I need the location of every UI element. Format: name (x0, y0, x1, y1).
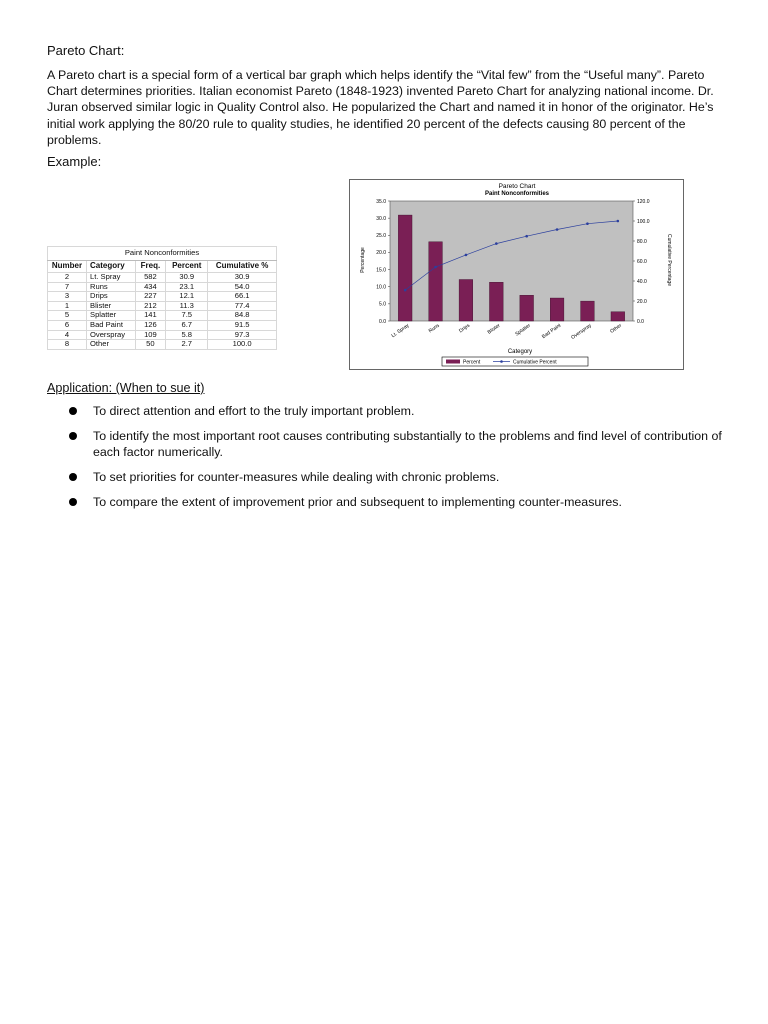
cumulative-point-5 (556, 228, 559, 231)
y-tick-label: 15.0 (376, 267, 386, 274)
bullet-item (67, 470, 727, 486)
cell-number: 4 (48, 330, 87, 340)
cumulative-point-4 (525, 235, 528, 238)
cumulative-point-7 (617, 220, 620, 223)
bar-1 (429, 242, 443, 321)
y-tick-label: 5.0 (379, 301, 386, 308)
bullet-text: To set priorities for counter-measures while dealing with chronic problems. (93, 469, 500, 484)
table-header-row (48, 261, 277, 273)
legend-percent-label: Percent (463, 359, 481, 366)
y-tick-label: 25.0 (376, 233, 386, 240)
bullet-dot-icon (69, 473, 77, 481)
chart-legend (442, 357, 588, 366)
cell-cumulative: 97.3 (208, 330, 277, 340)
y-tick-label: 30.0 (376, 215, 386, 222)
example-label: Example: (47, 154, 102, 169)
table-row (48, 292, 277, 302)
bullet-item (67, 429, 727, 460)
header-cumulative: Cumulative % (208, 261, 277, 273)
cell-number: 7 (48, 282, 87, 292)
chart-svg (350, 180, 683, 369)
y2-axis-label: Cumulative Percentage (666, 234, 672, 286)
bar-3 (489, 282, 503, 321)
x-tick-label: Splatter (514, 322, 532, 338)
x-tick-label: Blister (486, 322, 502, 336)
table-row (48, 340, 277, 350)
header-number: Number (48, 261, 87, 273)
intro-paragraph: A Pareto chart is a special form of a vertical bar graph which helps identify the “Vital few” from the “Useful many”. Pareto Chart determines priorities. Italian economist Pareto (1848-1923) invented Pareto Chart for analyzing national income. Dr. Juran observed similar logic in Quality Control also. He popularized the Chart and named it in honor of the originator. He’s initial work applying the 80/20 rule to quality studies, he identified 20 percent of the defects causing 80 percent of the problems. (47, 68, 714, 147)
cell-percent: 7.5 (166, 311, 208, 321)
y-tick-label: 20.0 (376, 250, 386, 257)
y2-tick-label: 40.0 (637, 278, 647, 285)
cell-percent: 11.3 (166, 301, 208, 311)
bar-2 (459, 280, 473, 321)
cell-category: Lt. Spray (87, 273, 136, 283)
y-tick-label: 35.0 (376, 198, 386, 205)
plot-area (376, 199, 649, 341)
cell-cumulative: 91.5 (208, 320, 277, 330)
bullet-dot-icon (69, 498, 77, 506)
pareto-chart (349, 179, 684, 370)
cell-percent: 5.8 (166, 330, 208, 340)
x-tick-label: Drips (458, 322, 472, 335)
table-row (48, 273, 277, 283)
cell-percent: 6.7 (166, 320, 208, 330)
header-category: Category (87, 261, 136, 273)
cumulative-point-6 (586, 222, 589, 225)
header-percent: Percent (166, 261, 208, 273)
x-tick-label: Runs (427, 322, 441, 335)
bullet-text: To identify the most important root causes contributing substantially to the problems and find level of contribution of each factor numerically. (93, 429, 722, 459)
bullet-dot-icon (69, 407, 77, 415)
y2-tick-label: 0.0 (637, 318, 644, 325)
y2-tick-label: 60.0 (637, 258, 647, 265)
bullet-text: To compare the extent of improvement prior and subsequent to implementing counter-measures. (93, 494, 622, 509)
cell-cumulative: 66.1 (208, 292, 277, 302)
legend-line-marker (500, 360, 503, 363)
cell-category: Drips (87, 292, 136, 302)
chart-subtitle: Paint Nonconformities (484, 191, 550, 197)
cumulative-point-1 (434, 266, 437, 269)
cell-category: Runs (87, 282, 136, 292)
chart-title: Pareto Chart (498, 183, 536, 190)
x-axis-label: Category (507, 349, 533, 355)
cumulative-point-3 (495, 242, 498, 245)
table-title-row (48, 247, 277, 261)
bullet-text: To direct attention and effort to the truly important problem. (93, 404, 415, 418)
x-tick-label: Other (609, 322, 623, 335)
bar-4 (520, 295, 534, 321)
cell-percent: 12.1 (166, 292, 208, 302)
bullet-item (67, 495, 727, 511)
cell-cumulative: 54.0 (208, 282, 277, 292)
x-tick-label: Lt. Spray (390, 322, 411, 340)
data-table-container (47, 246, 277, 350)
bar-0 (398, 215, 412, 321)
page-heading: Pareto Chart: (47, 43, 125, 58)
cell-freq: 109 (135, 330, 166, 340)
application-heading: Application: (When to sue it) (47, 381, 205, 395)
cell-category: Bad Paint (87, 320, 136, 330)
cell-percent: 30.9 (166, 273, 208, 283)
cell-percent: 2.7 (166, 340, 208, 350)
cell-cumulative: 84.8 (208, 311, 277, 321)
y2-tick-label: 20.0 (637, 298, 647, 305)
cell-freq: 141 (135, 311, 166, 321)
cell-cumulative: 100.0 (208, 340, 277, 350)
table-title: Paint Nonconformities (48, 247, 277, 261)
cell-freq: 582 (135, 273, 166, 283)
bar-5 (550, 298, 564, 321)
y2-tick-label: 80.0 (637, 238, 647, 245)
cumulative-point-0 (404, 289, 407, 292)
bar-6 (581, 301, 595, 321)
cell-category: Blister (87, 301, 136, 311)
legend-bar-swatch (446, 360, 460, 364)
y-axis-label: Percentage (360, 247, 366, 273)
cell-freq: 434 (135, 282, 166, 292)
table-row (48, 320, 277, 330)
cell-number: 1 (48, 301, 87, 311)
cell-number: 6 (48, 320, 87, 330)
cell-freq: 212 (135, 301, 166, 311)
cell-freq: 227 (135, 292, 166, 302)
y2-tick-label: 100.0 (637, 218, 650, 225)
cell-number: 3 (48, 292, 87, 302)
legend-cumulative-label: Cumulative Percent (513, 359, 557, 366)
x-tick-label: Overspray (570, 322, 593, 341)
bar-7 (611, 312, 625, 321)
cumulative-point-2 (465, 254, 468, 257)
cell-category: Splatter (87, 311, 136, 321)
y-tick-label: 0.0 (379, 318, 386, 325)
y2-tick-label: 120.0 (637, 198, 650, 205)
cell-number: 2 (48, 273, 87, 283)
cell-category: Other (87, 340, 136, 350)
cell-percent: 23.1 (166, 282, 208, 292)
bullet-dot-icon (69, 432, 77, 440)
x-tick-label: Bad Paint (541, 322, 563, 341)
table-body (48, 273, 277, 350)
y-tick-label: 10.0 (376, 284, 386, 291)
cell-cumulative: 30.9 (208, 273, 277, 283)
application-bullet-list (67, 404, 727, 520)
header-freq: Freq. (135, 261, 166, 273)
plot-background (390, 201, 633, 321)
cell-freq: 126 (135, 320, 166, 330)
cell-cumulative: 77.4 (208, 301, 277, 311)
cell-number: 8 (48, 340, 87, 350)
cell-category: Overspray (87, 330, 136, 340)
cell-number: 5 (48, 311, 87, 321)
cell-freq: 50 (135, 340, 166, 350)
bullet-item (67, 404, 727, 420)
paint-nonconformities-table (47, 246, 277, 350)
